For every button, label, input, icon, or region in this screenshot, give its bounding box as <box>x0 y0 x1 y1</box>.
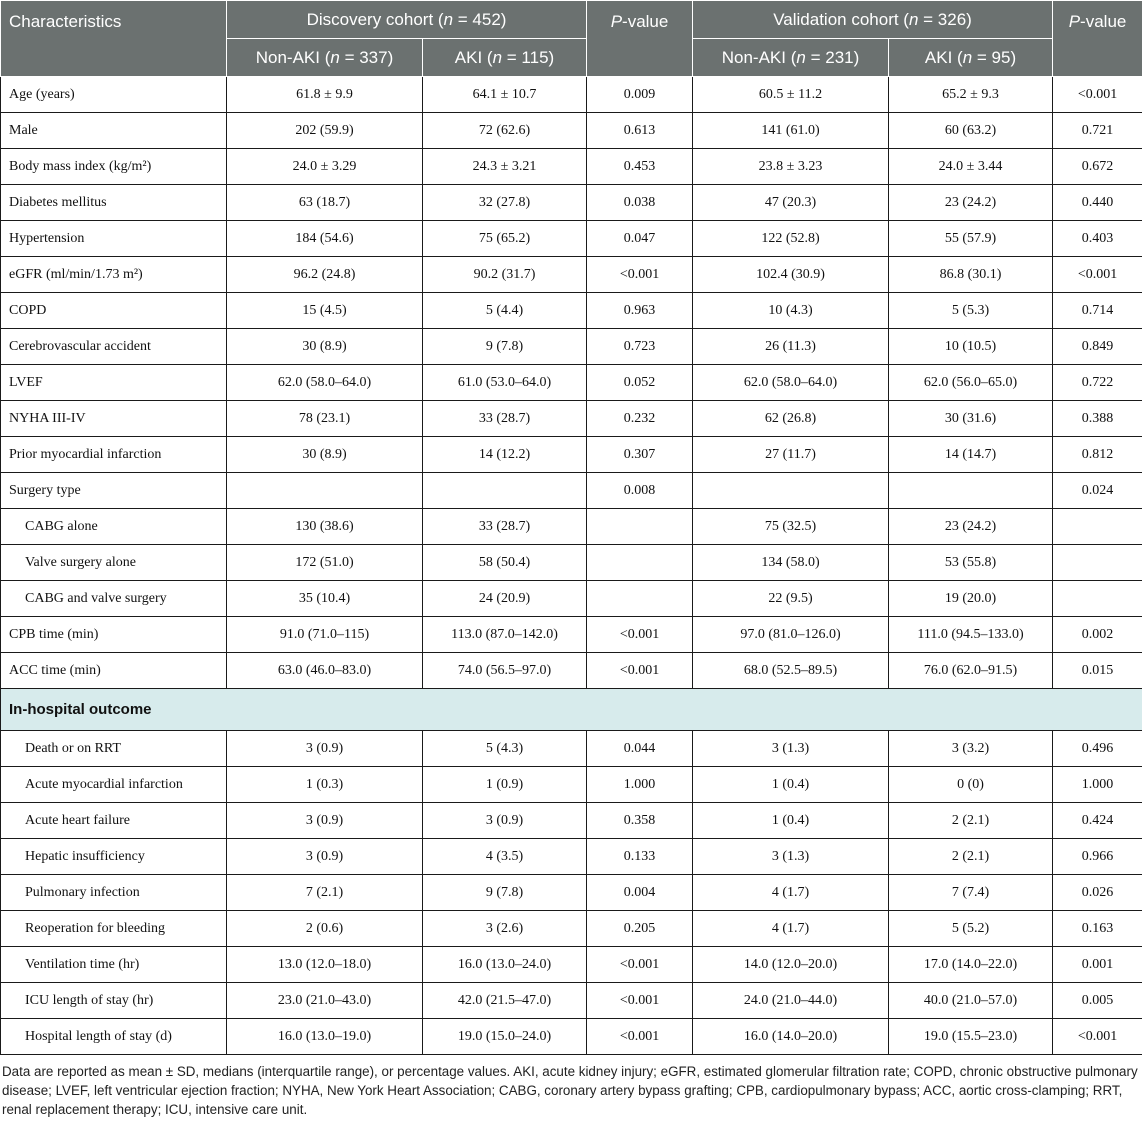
row-label: Hypertension <box>1 221 227 257</box>
table-row <box>1 983 1142 1019</box>
table-cell: 0.026 <box>1053 875 1142 911</box>
table-cell: 17.0 (14.0–22.0) <box>889 947 1053 983</box>
row-label: CPB time (min) <box>1 617 227 653</box>
table-cell: 0.496 <box>1053 731 1142 767</box>
row-label: Acute myocardial infarction <box>1 767 227 803</box>
table-cell <box>693 473 889 509</box>
table-cell: 0.812 <box>1053 437 1142 473</box>
table-cell: 0.307 <box>587 437 693 473</box>
table-cell: 90.2 (31.7) <box>423 257 587 293</box>
table-cell: 0.004 <box>587 875 693 911</box>
table-cell: 27 (11.7) <box>693 437 889 473</box>
table-cell: 3 (0.9) <box>227 731 423 767</box>
table-cell: <0.001 <box>1053 257 1142 293</box>
table-cell: 53 (55.8) <box>889 545 1053 581</box>
table-row <box>1 581 1142 617</box>
table-cell: 0.849 <box>1053 329 1142 365</box>
table-cell: 0.723 <box>587 329 693 365</box>
table-cell: 1.000 <box>1053 767 1142 803</box>
table-cell: 5 (5.3) <box>889 293 1053 329</box>
row-label: Ventilation time (hr) <box>1 947 227 983</box>
table-row <box>1 473 1142 509</box>
table-row <box>1 803 1142 839</box>
table-row <box>1 617 1142 653</box>
table-row <box>1 113 1142 149</box>
header-pvalue-discovery: P-value <box>587 1 693 77</box>
table-cell: 172 (51.0) <box>227 545 423 581</box>
row-label: COPD <box>1 293 227 329</box>
table-cell: 0.963 <box>587 293 693 329</box>
table-cell: 0.008 <box>587 473 693 509</box>
table-cell: 0.205 <box>587 911 693 947</box>
table-cell: 91.0 (71.0–115) <box>227 617 423 653</box>
table-cell: 0.002 <box>1053 617 1142 653</box>
table-cell: 113.0 (87.0–142.0) <box>423 617 587 653</box>
table-cell: <0.001 <box>587 653 693 689</box>
table-cell: 0.722 <box>1053 365 1142 401</box>
table-cell: 65.2 ± 9.3 <box>889 77 1053 113</box>
table-cell: 184 (54.6) <box>227 221 423 257</box>
row-label: Prior myocardial infarction <box>1 437 227 473</box>
table-cell <box>889 473 1053 509</box>
table-cell: 13.0 (12.0–18.0) <box>227 947 423 983</box>
table-cell: 19.0 (15.5–23.0) <box>889 1019 1053 1055</box>
table-header <box>1 1 1142 77</box>
table-cell: 63.0 (46.0–83.0) <box>227 653 423 689</box>
table-cell: 0.714 <box>1053 293 1142 329</box>
table-row <box>1 911 1142 947</box>
table-cell: 3 (0.9) <box>227 839 423 875</box>
table-row <box>1 875 1142 911</box>
table-cell: 62.0 (56.0–65.0) <box>889 365 1053 401</box>
table-cell: 0.047 <box>587 221 693 257</box>
header-validation-cohort: Validation cohort (n = 326) <box>693 1 1053 39</box>
table-cell: 16.0 (14.0–20.0) <box>693 1019 889 1055</box>
table-cell: 0.388 <box>1053 401 1142 437</box>
table-row <box>1 185 1142 221</box>
table-cell: 0.024 <box>1053 473 1142 509</box>
table-cell: 10 (4.3) <box>693 293 889 329</box>
table-cell: 23.0 (21.0–43.0) <box>227 983 423 1019</box>
table-row <box>1 77 1142 113</box>
table-cell: 30 (8.9) <box>227 437 423 473</box>
table-cell: 3 (1.3) <box>693 731 889 767</box>
table-cell: 60 (63.2) <box>889 113 1053 149</box>
table-cell: 35 (10.4) <box>227 581 423 617</box>
table-cell: 1 (0.4) <box>693 803 889 839</box>
table-cell: 0.052 <box>587 365 693 401</box>
table-cell: 7 (2.1) <box>227 875 423 911</box>
table-cell: 24.0 ± 3.44 <box>889 149 1053 185</box>
row-label: ICU length of stay (hr) <box>1 983 227 1019</box>
table-cell: 0.403 <box>1053 221 1142 257</box>
table-row <box>1 365 1142 401</box>
table-cell: 62.0 (58.0–64.0) <box>693 365 889 401</box>
table-row <box>1 437 1142 473</box>
table-cell: 0.232 <box>587 401 693 437</box>
table-cell: <0.001 <box>587 1019 693 1055</box>
row-label: Death or on RRT <box>1 731 227 767</box>
table-cell: 9 (7.8) <box>423 329 587 365</box>
table-row <box>1 221 1142 257</box>
table-cell: 0.009 <box>587 77 693 113</box>
table-cell: 202 (59.9) <box>227 113 423 149</box>
table-row <box>1 545 1142 581</box>
table-row <box>1 839 1142 875</box>
table-cell: 1.000 <box>587 767 693 803</box>
table-cell: 7 (7.4) <box>889 875 1053 911</box>
table-cell <box>1053 509 1142 545</box>
row-label: NYHA III-IV <box>1 401 227 437</box>
table-cell: 0.358 <box>587 803 693 839</box>
table-cell: 86.8 (30.1) <box>889 257 1053 293</box>
table-row <box>1 947 1142 983</box>
table-cell: 22 (9.5) <box>693 581 889 617</box>
table-cell: 40.0 (21.0–57.0) <box>889 983 1053 1019</box>
table-cell: 74.0 (56.5–97.0) <box>423 653 587 689</box>
table-cell: 4 (3.5) <box>423 839 587 875</box>
table-cell: 0.721 <box>1053 113 1142 149</box>
header-pvalue-validation: P-value <box>1053 1 1142 77</box>
table-row <box>1 767 1142 803</box>
table-cell: 19 (20.0) <box>889 581 1053 617</box>
table-row <box>1 293 1142 329</box>
header-validation-aki: AKI (n = 95) <box>889 39 1053 77</box>
table-cell: 14 (14.7) <box>889 437 1053 473</box>
table-cell: 24.0 ± 3.29 <box>227 149 423 185</box>
table-cell: 78 (23.1) <box>227 401 423 437</box>
table-cell: 102.4 (30.9) <box>693 257 889 293</box>
row-label: CABG and valve surgery <box>1 581 227 617</box>
table-cell: 23.8 ± 3.23 <box>693 149 889 185</box>
table-cell: 1 (0.9) <box>423 767 587 803</box>
table-cell: 9 (7.8) <box>423 875 587 911</box>
table-cell: 75 (32.5) <box>693 509 889 545</box>
table-cell: 16.0 (13.0–24.0) <box>423 947 587 983</box>
table-cell: 10 (10.5) <box>889 329 1053 365</box>
table-cell: <0.001 <box>1053 77 1142 113</box>
table-cell: 5 (4.4) <box>423 293 587 329</box>
row-label: Male <box>1 113 227 149</box>
table-cell: 61.8 ± 9.9 <box>227 77 423 113</box>
table-cell: 0.613 <box>587 113 693 149</box>
table-cell: <0.001 <box>1053 1019 1142 1055</box>
table-cell: 3 (2.6) <box>423 911 587 947</box>
table-cell: 24.0 (21.0–44.0) <box>693 983 889 1019</box>
table-cell: <0.001 <box>587 947 693 983</box>
table-cell: 1 (0.4) <box>693 767 889 803</box>
row-label: Reoperation for bleeding <box>1 911 227 947</box>
table-cell: 0.005 <box>1053 983 1142 1019</box>
table-cell: 130 (38.6) <box>227 509 423 545</box>
table-cell: <0.001 <box>587 257 693 293</box>
row-label: Body mass index (kg/m²) <box>1 149 227 185</box>
table-cell: 4 (1.7) <box>693 911 889 947</box>
row-label: eGFR (ml/min/1.73 m²) <box>1 257 227 293</box>
table-cell: 2 (2.1) <box>889 803 1053 839</box>
table-row <box>1 401 1142 437</box>
row-label: CABG alone <box>1 509 227 545</box>
table-cell: 24 (20.9) <box>423 581 587 617</box>
table-row <box>1 329 1142 365</box>
table-cell: 60.5 ± 11.2 <box>693 77 889 113</box>
table-cell: 23 (24.2) <box>889 185 1053 221</box>
table-cell <box>587 545 693 581</box>
row-label: Surgery type <box>1 473 227 509</box>
table-body <box>1 77 1142 1055</box>
table-cell: 0.672 <box>1053 149 1142 185</box>
row-label: Cerebrovascular accident <box>1 329 227 365</box>
table-cell: 3 (0.9) <box>423 803 587 839</box>
table-cell: 14 (12.2) <box>423 437 587 473</box>
table-cell: 0.001 <box>1053 947 1142 983</box>
table-cell: 97.0 (81.0–126.0) <box>693 617 889 653</box>
table-cell: 75 (65.2) <box>423 221 587 257</box>
table-cell: 62.0 (58.0–64.0) <box>227 365 423 401</box>
table-cell: 0.133 <box>587 839 693 875</box>
table-cell: 24.3 ± 3.21 <box>423 149 587 185</box>
table-cell <box>1053 545 1142 581</box>
table-cell <box>227 473 423 509</box>
table-cell: 141 (61.0) <box>693 113 889 149</box>
header-discovery-non-aki: Non-AKI (n = 337) <box>227 39 423 77</box>
table-cell: 0.966 <box>1053 839 1142 875</box>
table-cell: 33 (28.7) <box>423 509 587 545</box>
table-cell: 1 (0.3) <box>227 767 423 803</box>
row-label: Hospital length of stay (d) <box>1 1019 227 1055</box>
table-cell: 33 (28.7) <box>423 401 587 437</box>
header-validation-non-aki: Non-AKI (n = 231) <box>693 39 889 77</box>
row-label: Acute heart failure <box>1 803 227 839</box>
table-cell: 15 (4.5) <box>227 293 423 329</box>
table-row <box>1 1019 1142 1055</box>
table-cell: 4 (1.7) <box>693 875 889 911</box>
table-cell: 0.038 <box>587 185 693 221</box>
table-cell <box>587 509 693 545</box>
table-cell: <0.001 <box>587 617 693 653</box>
table-cell: 62 (26.8) <box>693 401 889 437</box>
table-cell: 3 (3.2) <box>889 731 1053 767</box>
section-title: In-hospital outcome <box>1 689 1142 731</box>
table-cell: 42.0 (21.5–47.0) <box>423 983 587 1019</box>
table-cell: 134 (58.0) <box>693 545 889 581</box>
table-cell: 0 (0) <box>889 767 1053 803</box>
table-cell: 3 (1.3) <box>693 839 889 875</box>
table-cell <box>587 581 693 617</box>
table-cell: 111.0 (94.5–133.0) <box>889 617 1053 653</box>
table-cell: 122 (52.8) <box>693 221 889 257</box>
table-cell: 0.453 <box>587 149 693 185</box>
table-cell: 5 (4.3) <box>423 731 587 767</box>
table-cell: 63 (18.7) <box>227 185 423 221</box>
row-label: Diabetes mellitus <box>1 185 227 221</box>
table-cell: 3 (0.9) <box>227 803 423 839</box>
table-cell: 2 (0.6) <box>227 911 423 947</box>
table-cell: 0.440 <box>1053 185 1142 221</box>
table-cell: 0.163 <box>1053 911 1142 947</box>
table-cell: 68.0 (52.5–89.5) <box>693 653 889 689</box>
section-row <box>1 689 1142 731</box>
table-cell: 0.015 <box>1053 653 1142 689</box>
table-cell: 26 (11.3) <box>693 329 889 365</box>
table-footnote: Data are reported as mean ± SD, medians (interquartile range), or percentage values. AKI, acute kidney injury; eGFR, estimated glomerular filtration rate; COPD, chronic obstructive pulmonary disease; LVEF, left ventricular ejection fraction; NYHA, New York Heart Association; CABG, coronary artery bypass grafting; CPB, cardiopulmonary bypass; ACC, aortic cross-clamping; RRT, renal replacement therapy; ICU, intensive care unit. <box>2 1064 1138 1117</box>
row-label: LVEF <box>1 365 227 401</box>
table-cell <box>1053 581 1142 617</box>
header-characteristics: Characteristics <box>1 1 227 77</box>
table-cell: 32 (27.8) <box>423 185 587 221</box>
table-cell: 5 (5.2) <box>889 911 1053 947</box>
table-cell: 16.0 (13.0–19.0) <box>227 1019 423 1055</box>
table-cell: 30 (8.9) <box>227 329 423 365</box>
table-cell: 72 (62.6) <box>423 113 587 149</box>
table-cell: 23 (24.2) <box>889 509 1053 545</box>
row-label: ACC time (min) <box>1 653 227 689</box>
table-cell: 55 (57.9) <box>889 221 1053 257</box>
table-cell: 58 (50.4) <box>423 545 587 581</box>
row-label: Hepatic insufficiency <box>1 839 227 875</box>
table-cell: 0.044 <box>587 731 693 767</box>
table-cell: <0.001 <box>587 983 693 1019</box>
table-cell: 0.424 <box>1053 803 1142 839</box>
table-cell: 76.0 (62.0–91.5) <box>889 653 1053 689</box>
table-cell: 96.2 (24.8) <box>227 257 423 293</box>
row-label: Pulmonary infection <box>1 875 227 911</box>
table-row <box>1 509 1142 545</box>
table-cell: 47 (20.3) <box>693 185 889 221</box>
table-cell: 64.1 ± 10.7 <box>423 77 587 113</box>
table-cell <box>423 473 587 509</box>
table-cell: 14.0 (12.0–20.0) <box>693 947 889 983</box>
row-label: Valve surgery alone <box>1 545 227 581</box>
table-row <box>1 731 1142 767</box>
table-cell: 2 (2.1) <box>889 839 1053 875</box>
header-discovery-aki: AKI (n = 115) <box>423 39 587 77</box>
row-label: Age (years) <box>1 77 227 113</box>
header-discovery-cohort: Discovery cohort (n = 452) <box>227 1 587 39</box>
table-cell: 19.0 (15.0–24.0) <box>423 1019 587 1055</box>
table-row <box>1 257 1142 293</box>
table-row <box>1 149 1142 185</box>
table-cell: 30 (31.6) <box>889 401 1053 437</box>
table-row <box>1 653 1142 689</box>
table-cell: 61.0 (53.0–64.0) <box>423 365 587 401</box>
